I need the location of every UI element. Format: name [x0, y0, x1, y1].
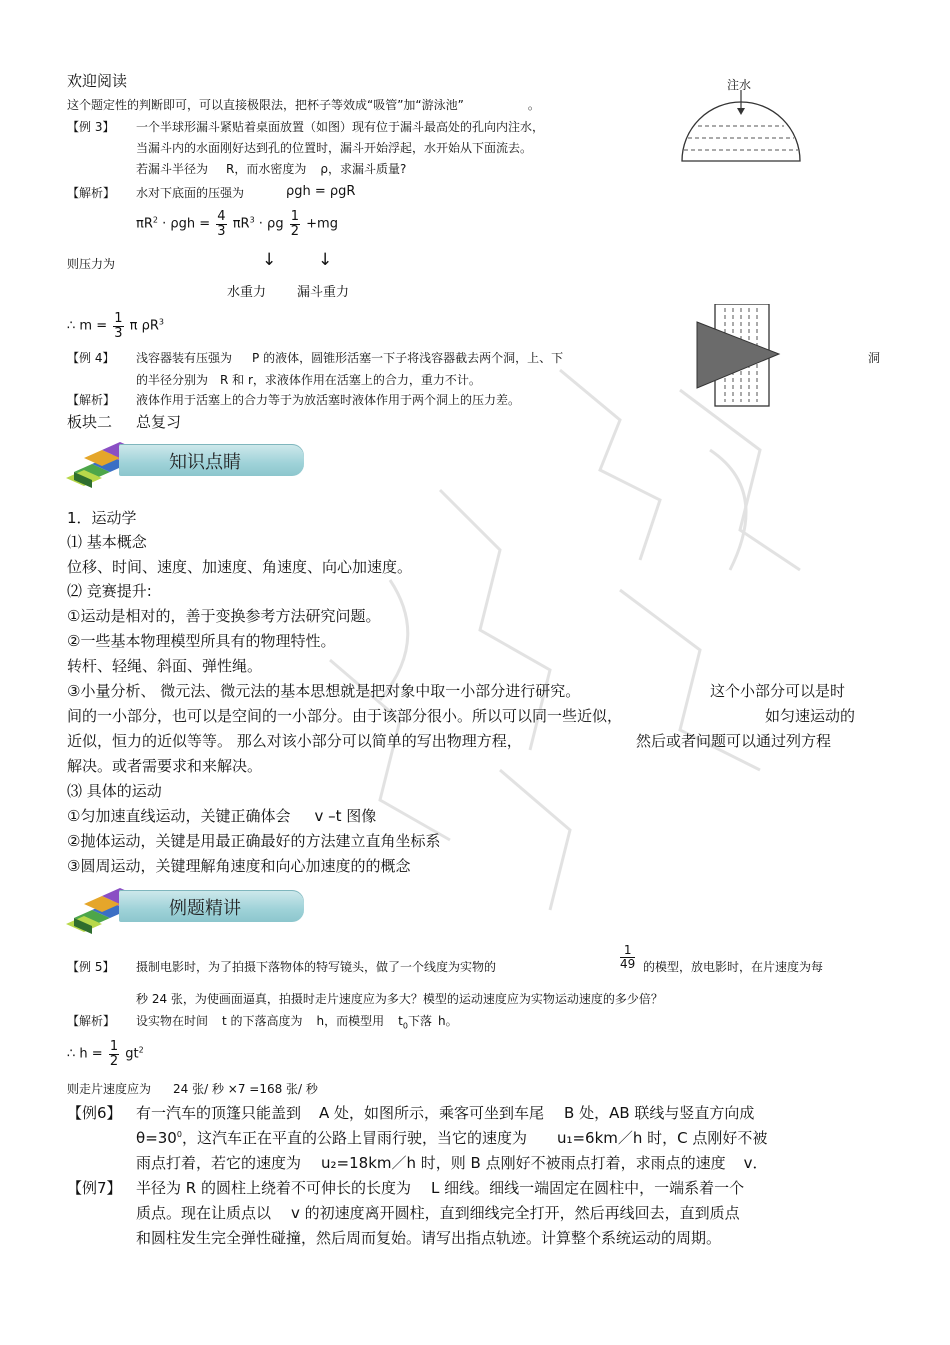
solution-3-result: ∴ m = $\frac{1}{3}$ π $\rho R^3$: [67, 311, 164, 341]
example-5-line-2: 秒 24 张，为使画面逼真，拍摄时走片速度应为多大？模型的运动速度应为实物运动速度的多少倍？: [136, 992, 663, 1006]
example-3-line-1: 一个半球形漏斗紧贴着桌面放置（如图）现有位于漏斗最高处的孔向内注水，: [136, 120, 545, 134]
knowledge-line-6: ②一些基本物理模型所具有的物理特性。: [67, 632, 336, 650]
example-6-line-3: 雨点打着，若它的速度为 u₂=18km／h 时，则 B 点刚好不被雨点打着，求雨点的速度 v．: [136, 1154, 768, 1172]
knowledge-line-8-end: 这个小部分可以是时: [710, 682, 846, 700]
examples-banner: [64, 884, 304, 930]
knowledge-line-5: ①运动是相对的，善于变换参考方法研究问题。: [67, 607, 381, 625]
hemisphere-funnel-figure: [678, 88, 808, 164]
watermark-seal: [240, 330, 890, 980]
solution-5-line-1: 设实物在时间 t 的下落高度为 h，而模型用 $t_0$下落 h。: [136, 1014, 458, 1031]
water-weight-label: 水重力: [227, 285, 267, 300]
solution-3-equation-2: $\pi R^2 \cdot \rho gh$ = $\frac{4}{3}$ $\pi R^3 \cdot \rho g$ $\frac{1}{2}$ +mg: [136, 209, 338, 239]
knowledge-line-11: 解决。或者需要求和来解决。: [67, 757, 263, 775]
example-6-tag: 【例6】: [67, 1104, 122, 1122]
cone-piston-figure: [695, 304, 785, 408]
example-7-line-1: 半径为 R 的圆柱上绕着不可伸长的长度为 L 细线。细线一端固定在圆柱中，一端系着一个: [136, 1179, 745, 1197]
solution-3-equation-1: ρgh = ρgR: [286, 184, 356, 199]
knowledge-line-10: 近似，恒力的近似等等。 那么对该小部分可以简单的写出物理方程，: [67, 732, 522, 750]
knowledge-banner-title: 知识点睛: [169, 452, 241, 473]
intro-text: 这个题定性的判断即可，可以直接极限法，把杯子等效成“吸管”加“游泳池” 。: [67, 98, 540, 112]
examples-banner-title: 例题精讲: [169, 898, 241, 919]
solution-3-pressure-label: 则压力为: [67, 257, 116, 271]
knowledge-line-1: 1．运动学: [67, 509, 137, 527]
solution-5-equation: ∴ h = $\frac{1}{2}$ $gt^2$: [67, 1039, 144, 1069]
example-3-line-3: 若漏斗半径为 R，而水密度为 ρ，求漏斗质量?: [136, 162, 407, 176]
knowledge-line-7: 转杆、轻绳、斜面、弹性绳。: [67, 657, 263, 675]
example-5-line-1-end: 的模型，放电影时，在片速度为每: [643, 960, 824, 974]
solution-5-tag: 【解析】: [67, 1014, 116, 1028]
knowledge-line-3: 位移、时间、速度、加速度、角速度、向心加速度。: [67, 558, 413, 576]
arrow-down-icon: ↓: [318, 250, 333, 270]
example-7-tag: 【例7】: [67, 1179, 122, 1197]
arrow-down-icon: ↓: [262, 250, 277, 270]
example-4-line-1-end: 洞: [868, 351, 881, 365]
figure-inject-label: 注水: [727, 78, 752, 92]
example-6-line-1: 有一汽车的顶篷只能盖到 A 处，如图所示，乘客可坐到车尾 B 处，AB 联线与竖直方向成: [136, 1104, 755, 1122]
knowledge-line-13: ①匀加速直线运动，关键正确体会 v –t 图像: [67, 807, 377, 825]
example-3-tag: 【例 3】: [67, 120, 115, 134]
knowledge-banner: [64, 438, 304, 484]
knowledge-line-14: ②抛体运动，关键是用最正确最好的方法建立直角坐标系: [67, 832, 441, 850]
example-4-tag: 【例 4】: [67, 351, 115, 365]
knowledge-line-4: ⑵ 竞赛提升:: [67, 582, 152, 600]
knowledge-line-9-end: 如匀速运动的: [765, 707, 856, 725]
knowledge-line-8: ③小量分析、 微元法、微元法的基本思想就是把对象中取一小部分进行研究。: [67, 682, 581, 700]
example-5-fraction: $\frac{1}{49}$: [620, 943, 636, 971]
knowledge-line-2: ⑴ 基本概念: [67, 533, 147, 551]
solution-4-tag: 【解析】: [67, 393, 116, 407]
solution-3-tag: 【解析】: [67, 186, 116, 200]
example-6-line-2: $\theta=30^0$，这汽车正在平直的公路上冒雨行驶，当它的速度为 u₁=6km／h 时，C 点刚好不被: [136, 1129, 768, 1147]
solution-3-line-1: 水对下底面的压强为: [136, 186, 245, 200]
example-7-line-3: 和圆柱发生完全弹性碰撞，然后周而复始。请写出指点轨迹。计算整个系统运动的周期。: [136, 1229, 722, 1247]
example-5-line-1: 摄制电影时，为了拍摄下落物体的特写镜头，做了一个线度为实物的: [136, 960, 497, 974]
funnel-weight-label: 漏斗重力: [297, 285, 350, 300]
example-4-line-2: 的半径分别为 R 和 r，求液体作用在活塞上的合力，重力不计。: [136, 373, 481, 387]
page-header: 欢迎阅读: [67, 72, 128, 90]
knowledge-line-12: ⑶ 具体的运动: [67, 782, 162, 800]
example-7-line-2: 质点。现在让质点以 v 的初速度离开圆柱，直到细线完全打开，然后再线回去，直到质点: [136, 1204, 740, 1222]
solution-4-text: 液体作用于活塞上的合力等于为放活塞时液体作用于两个洞上的压力差。: [136, 393, 521, 407]
knowledge-line-15: ③圆周运动，关键理解角速度和向心加速度的的概念: [67, 857, 411, 875]
knowledge-line-9: 间的一小部分，也可以是空间的一小部分。由于该部分很小。所以可以同一些近似，: [67, 707, 623, 725]
example-5-tag: 【例 5】: [67, 960, 115, 974]
section-2-heading: 板块二 总复习: [67, 413, 182, 431]
example-4-line-1: 浅容器装有压强为 P 的液体，圆锥形活塞一下子将浅容器截去两个洞，上、下: [136, 351, 564, 365]
knowledge-line-10-end: 然后或者问题可以通过列方程: [636, 732, 832, 750]
example-3-line-2: 当漏斗内的水面刚好达到孔的位置时，漏斗开始浮起，水开始从下面流去。: [136, 141, 533, 155]
solution-5-line-3: 则走片速度应为 24 张/ 秒 ×7 =168 张/ 秒: [67, 1082, 318, 1096]
